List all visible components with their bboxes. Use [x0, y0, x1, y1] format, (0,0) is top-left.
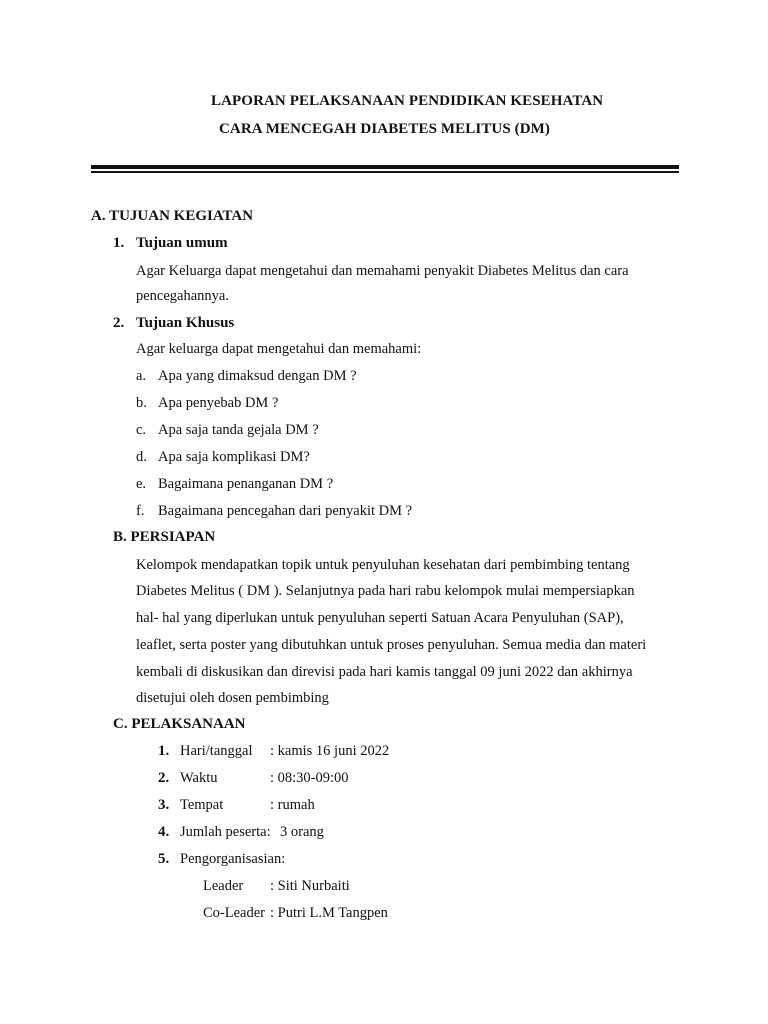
org-value: : Siti Nurbaiti — [270, 878, 350, 894]
header-rule-thick — [91, 165, 679, 169]
item-number: 2. — [158, 770, 170, 786]
list-item: Bagaimana penanganan DM ? — [158, 476, 334, 492]
item-label: Pengorganisasian: — [180, 851, 286, 867]
section-b-line: leaflet, serta poster yang dibutuhkan untuk proses penyuluhan. Semua media dan materi — [136, 637, 647, 653]
item1-number: 1. — [113, 235, 125, 251]
item-number: 4. — [158, 824, 170, 840]
list-item: Apa yang dimaksud dengan DM ? — [158, 368, 357, 384]
item1-title: Tujuan umum — [136, 235, 228, 251]
list-item: Apa saja komplikasi DM? — [158, 449, 310, 465]
item-value: : 08:30-09:00 — [270, 770, 349, 786]
list-letter: a. — [136, 368, 147, 384]
list-letter: d. — [136, 449, 147, 465]
item-label: Jumlah peserta: — [180, 824, 271, 840]
list-item: Apa saja tanda gejala DM ? — [158, 422, 319, 438]
list-item: Apa penyebab DM ? — [158, 395, 279, 411]
section-c-heading: C. PELAKSANAAN — [113, 716, 246, 732]
item2-title: Tujuan Khusus — [136, 315, 235, 331]
section-b-line: hal- hal yang diperlukan untuk penyuluhan seperti Satuan Acara Penyuluhan (SAP), — [136, 610, 624, 626]
section-b-line: kembali di diskusikan dan direvisi pada hari kamis tanggal 09 juni 2022 dan akhirnya — [136, 664, 633, 680]
list-letter: e. — [136, 476, 147, 492]
item1-text-line2: pencegahannya. — [136, 288, 229, 304]
item-value: : rumah — [270, 797, 315, 813]
item1-text-line1: Agar Keluarga dapat mengetahui dan memahami penyakit Diabetes Melitus dan cara — [136, 263, 629, 279]
item-label: Hari/tanggal — [180, 743, 253, 759]
list-letter: c. — [136, 422, 147, 438]
item-number: 1. — [158, 743, 170, 759]
section-b-line: disetujui oleh dosen pembimbing — [136, 690, 329, 706]
list-letter: f. — [136, 503, 145, 519]
item2-intro: Agar keluarga dapat mengetahui dan memahami: — [136, 341, 422, 357]
report-title-line1: LAPORAN PELAKSANAAN PENDIDIKAN KESEHATAN — [211, 93, 604, 109]
org-value: : Putri L.M Tangpen — [270, 905, 388, 921]
section-a-heading: A. TUJUAN KEGIATAN — [91, 208, 254, 224]
item-number: 5. — [158, 851, 170, 867]
report-title-line2: CARA MENCEGAH DIABETES MELITUS (DM) — [219, 121, 551, 137]
item-number: 3. — [158, 797, 170, 813]
header-rule-thin — [91, 171, 679, 173]
list-item: Bagaimana pencegahan dari penyakit DM ? — [158, 503, 413, 519]
section-b-line: Kelompok mendapatkan topik untuk penyuluhan kesehatan dari pembimbing tentang — [136, 557, 630, 573]
section-b-line: Diabetes Melitus ( DM ). Selanjutnya pada hari rabu kelompok mulai mempersiapkan — [136, 583, 635, 599]
org-role: Co-Leader — [203, 905, 265, 921]
item-value: 3 orang — [280, 824, 324, 840]
list-letter: b. — [136, 395, 147, 411]
item-value: : kamis 16 juni 2022 — [270, 743, 390, 759]
section-b-heading: B. PERSIAPAN — [113, 529, 216, 545]
item-label: Tempat — [180, 797, 224, 813]
item2-number: 2. — [113, 315, 125, 331]
item-label: Waktu — [180, 770, 218, 786]
org-role: Leader — [203, 878, 244, 894]
